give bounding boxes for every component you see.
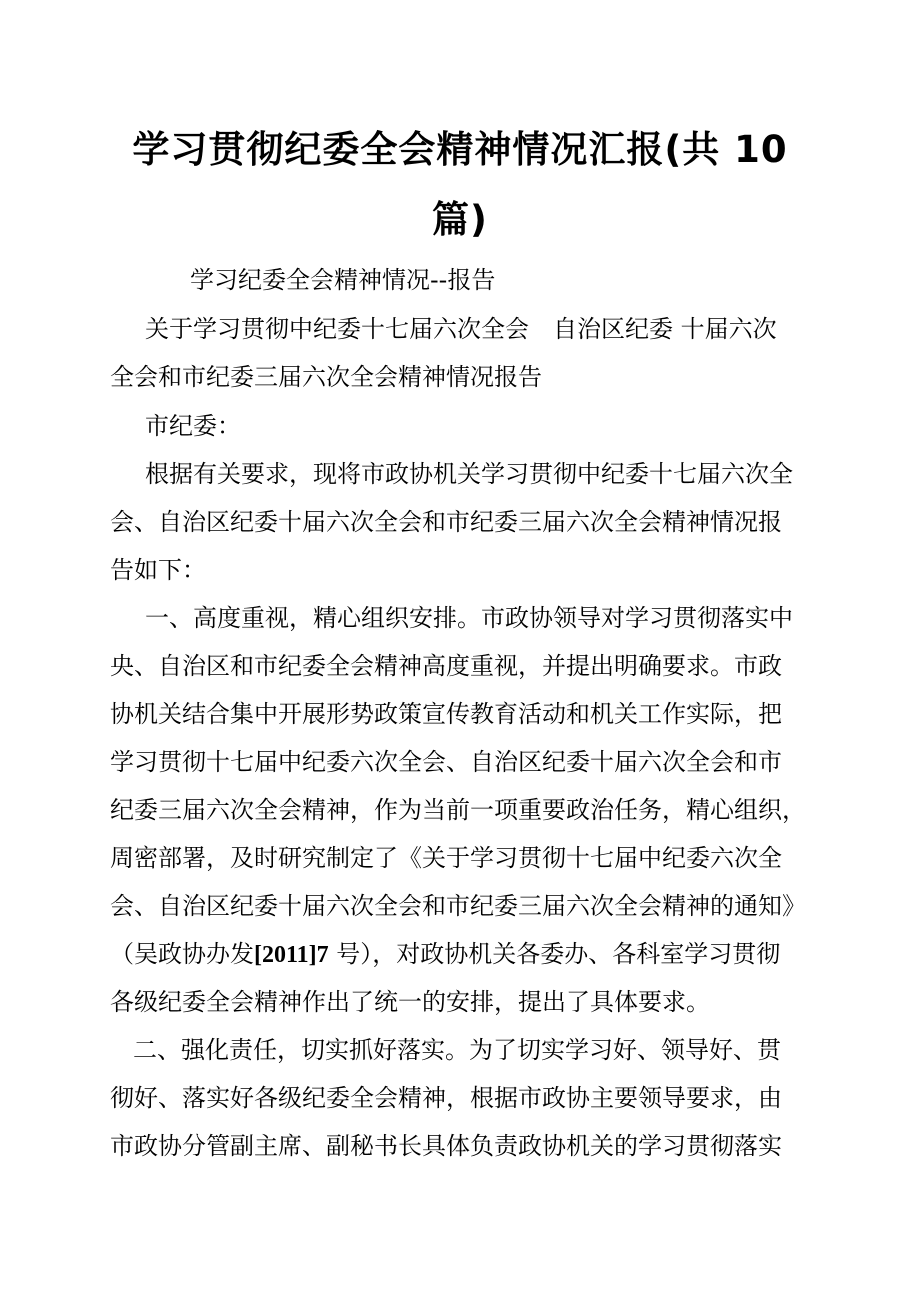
intro-line: 告如下： bbox=[110, 556, 206, 584]
intro-line: 会、自治区纪委十届六次全会和市纪委三届六次全会精神情况报 bbox=[110, 508, 782, 536]
section2-line: 二、强化责任，切实抓好落实。为了切实学习好、领导好、贯 bbox=[133, 1036, 781, 1064]
report-heading-line-1: 关于学习贯彻中纪委十七届六次全会 自治区纪委 十届六次 bbox=[145, 315, 777, 343]
section1-line: 纪委三届六次全会精神，作为当前一项重要政治任务，精心组织， bbox=[110, 796, 806, 824]
doc-reference-suffix: 号），对政协机关各委办、各科室学习贯彻 bbox=[328, 940, 781, 968]
document-title-line-2: 篇) bbox=[432, 198, 488, 241]
section1-line: 会、自治区纪委十届六次全会和市纪委三届六次全会精神的通知》 bbox=[110, 892, 806, 920]
section1-line: 周密部署，及时研究制定了《关于学习贯彻十七届中纪委六次全 bbox=[110, 844, 782, 872]
section2-line: 彻好、落实好各级纪委全会精神，根据市政协主要领导要求，由 bbox=[110, 1084, 782, 1112]
document-subtitle: 学习纪委全会精神情况--报告 bbox=[190, 266, 496, 294]
doc-reference-number: [2011]7 bbox=[254, 942, 329, 968]
section1-line: 一、高度重视，精心组织安排。市政协领导对学习贯彻落实中 bbox=[145, 604, 793, 632]
section1-line: 各级纪委全会精神作出了统一的安排，提出了具体要求。 bbox=[110, 988, 710, 1016]
section1-line: 协机关结合集中开展形势政策宣传教育活动和机关工作实际，把 bbox=[110, 700, 782, 728]
intro-line: 根据有关要求，现将市政协机关学习贯彻中纪委十七届六次全 bbox=[145, 460, 793, 488]
section1-doc-reference-line bbox=[110, 930, 780, 979]
doc-reference-prefix: （吴政协办发 bbox=[110, 940, 254, 968]
section2-line: 市政协分管副主席、副秘书长具体负责政协机关的学习贯彻落实 bbox=[110, 1132, 782, 1160]
report-heading-line-2: 全会和市纪委三届六次全会精神情况报告 bbox=[110, 363, 542, 391]
section1-line: 学习贯彻十七届中纪委六次全会、自治区纪委十届六次全会和市 bbox=[110, 748, 782, 776]
document-title-line-1: 学习贯彻纪委全会精神情况汇报(共 10 bbox=[132, 128, 788, 171]
section1-line: 央、自治区和市纪委全会精神高度重视，并提出明确要求。市政 bbox=[110, 652, 782, 680]
salutation: 市纪委： bbox=[145, 412, 241, 440]
